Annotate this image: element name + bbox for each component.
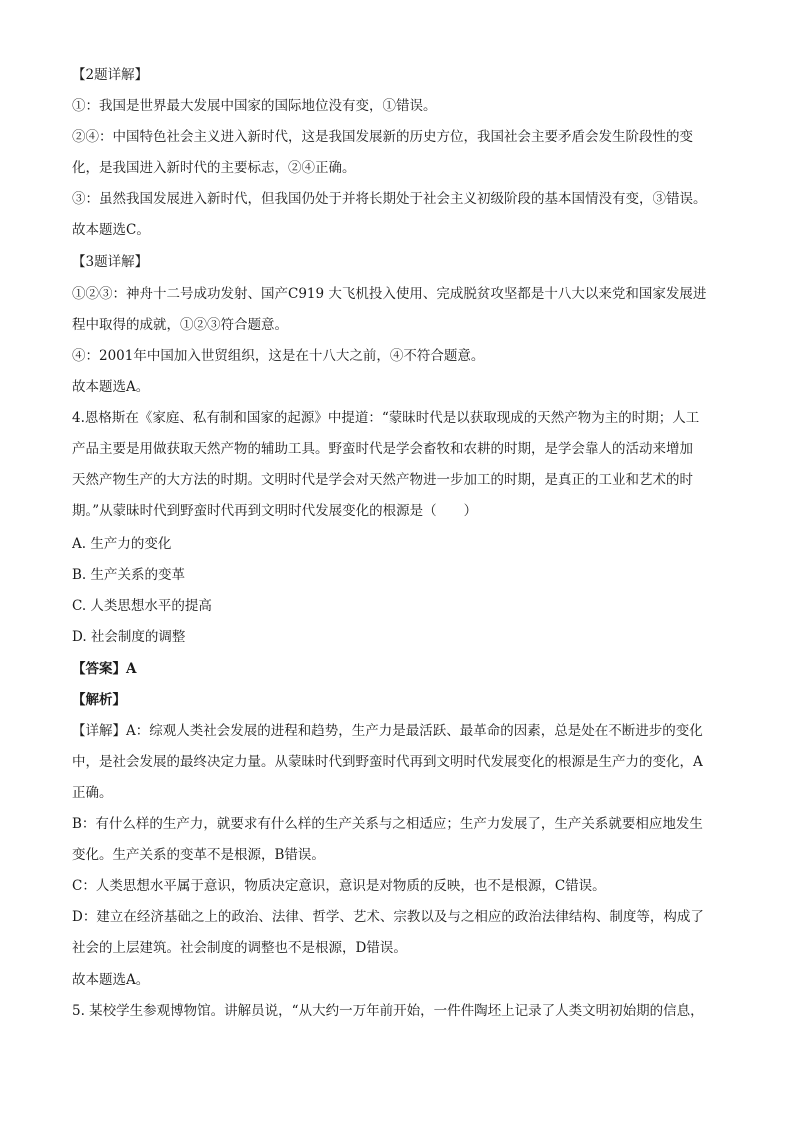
text-line: 故本题选C。 [72,222,150,238]
analysis-label: 【解析】 [72,692,126,708]
option-a: A. 生产力的变化 [72,536,172,552]
text-line: 正确。 [72,785,113,801]
question-4-stem: 4.恩格斯在《家庭、私有制和国家的起源》中提道：“蒙昧时代是以获取现成的天然产物为主的时期；人工 [72,410,700,426]
text-line: ①②③：神舟十二号成功发射、国产C919 大飞机投入使用、完成脱贫攻坚都是十八大以来党和国家发展进 [72,286,707,302]
text-line: 社会的上层建筑。社会制度的调整也不是根源，D错误。 [72,940,407,956]
text-line: ④：2001年中国加入世贸组织，这是在十八大之前，④不符合题意。 [72,348,485,364]
text-line: 故本题选A。 [72,972,150,988]
text-line: C：人类思想水平属于意识，物质决定意识，意识是对物质的反映，也不是根源，C错误。 [72,878,606,894]
text-line: 【详解】A：综观人类社会发展的进程和趋势，生产力是最活跃、最革命的因素，总是处在不断进步的变化 [72,723,703,739]
option-b: B. 生产关系的变革 [72,567,186,583]
text-line: 故本题选A。 [72,379,150,395]
section-header-q2-explanation: 【2题详解】 [72,67,149,83]
text-line: ②④：中国特色社会主义进入新时代，这是我国发展新的历史方位，我国社会主要矛盾会发生阶段性的变 [72,129,693,145]
question-4-stem: 天然产物生产的大方法的时期。文明时代是学会对天然产物进一步加工的时期，是真正的工业和艺术的时 [72,472,693,488]
text-line: 化，是我国进入新时代的主要标志，②④正确。 [72,160,356,176]
text-line: ③：虽然我国发展进入新时代，但我国仍处于并将长期处于社会主义初级阶段的基本国情没有变，③错误。 [72,191,707,207]
text-line: 程中取得的成就，①②③符合题意。 [72,317,288,333]
answer-label: 【答案】A [72,661,137,677]
section-header-q3-explanation: 【3题详解】 [72,254,149,270]
text-line: 变化。生产关系的变革不是根源，B错误。 [72,847,325,863]
text-line: D：建立在经济基础之上的政治、法律、哲学、艺术、宗教以及与之相应的政治法律结构、制度等，构成了 [72,909,704,925]
question-4-stem: 产品主要是用做获取天然产物的辅助工具。野蛮时代是学会畜牧和农耕的时期，是学会靠人的活动来增加 [72,441,693,457]
text-line: ①：我国是世界最大发展中国家的国际地位没有变，①错误。 [72,98,437,114]
text-line: 中，是社会发展的最终决定力量。从蒙昧时代到野蛮时代再到文明时代发展变化的根源是生产力的变化，A [72,754,703,770]
text-line: B：有什么样的生产力，就要求有什么样的生产关系与之相适应；生产力发展了，生产关系就要相应地发生 [72,816,703,832]
option-d: D. 社会制度的调整 [72,629,186,645]
option-c: C. 人类思想水平的提高 [72,598,212,614]
question-5-stem: 5. 某校学生参观博物馆。讲解员说，“从大约一万年前开始，一件件陶坯上记录了人类文明初始期的信息， [72,1003,704,1019]
question-4-stem: 期。”从蒙昧时代到野蛮时代再到文明时代发展变化的根源是（ ） [72,503,478,519]
